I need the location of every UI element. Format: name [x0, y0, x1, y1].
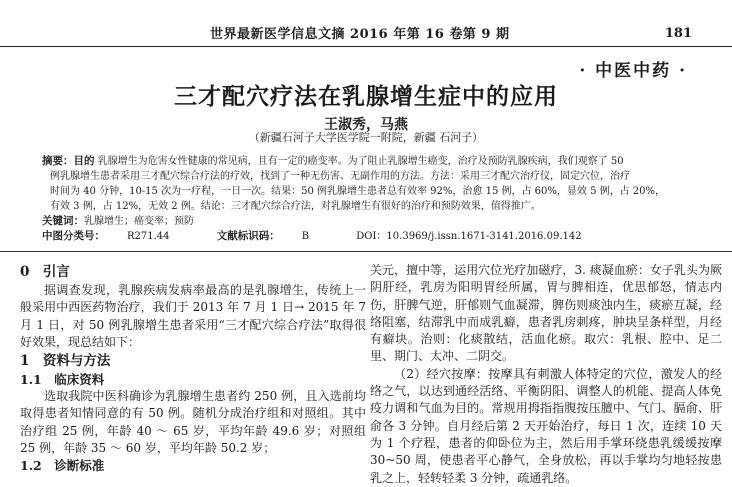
section-1-heading: 1 资料与方法: [20, 353, 111, 370]
abstract-label: 摘要：: [42, 155, 74, 167]
abstract-text-2: 例乳腺增生患者采用三才配穴综合疗法的疗效，找到了一种无伤害、无副作用的方法。方法：采用三才配穴治疗仪，固定穴位，治疗: [50, 171, 630, 182]
journal-issue-line: 世界最新医学信息文摘 2016 年第 16 卷第 9 期: [210, 27, 510, 42]
abstract-line: [42, 154, 697, 169]
right-paragraph-2: （2）经穴按摩：按摩具有刺激人体特定的穴位，激发人的经络之气，以达到通经活络、平衡阴阳、调整人的机能、提高人体免疫力调和气血为目的。常规用拇指指腹按压膻中、气门、膈俞、肝俞各 3 分钟。自月经后第 2 天开始治疗，每日 1 次，连续 10 天为 1 个疗程，患者的仰卧位为主，然后用手掌环绕患乳缓缓按摩 30~50 周，使患者平心静气，全身放松，再以手掌均匀地轻按患乳之上，轻转轻柔 3 分钟，疏通乳络。: [370, 366, 722, 485]
left-column: [20, 262, 366, 474]
page-number: 181: [664, 26, 692, 41]
clc-label: 中图分类号：: [42, 230, 105, 242]
section-0-paragraph: 据调查发现，乳腺疾病发病率最高的是乳腺增生，传统上一般采用中西医药物治疗，我们于 2013 年 7 月 1 日→ 2015 年 7 月 1 日，对 50 例乳腺增生患者采用“三才配穴综合疗法”取得很好效果，现总结如下：: [20, 283, 366, 349]
abstract-block: [42, 154, 697, 244]
section-0-heading: 0 引言: [20, 264, 70, 280]
running-header: [0, 0, 732, 47]
column-tag: · 中医中药 ·: [579, 61, 687, 81]
article-authors: 王淑秀，马燕: [324, 117, 408, 133]
classification-line: [42, 229, 697, 244]
clc-number: R271.44: [127, 231, 170, 242]
abstract-text-1: 乳腺增生为危害女性健康的常见病，且有一定的癌变率。为了阻止乳腺增生癌变，治疗及预防乳腺疾病，我们观察了 50: [97, 156, 624, 167]
subsection-1-1-heading: 1.1 临床资料: [20, 372, 105, 388]
keywords-text: 乳腺增生；癌变率；预防: [84, 216, 194, 227]
doc-code: B: [301, 231, 310, 242]
doc-code-label: 文献标识码：: [216, 230, 280, 242]
abstract-text-3: 时间为 40 分钟，10-15 次为一疗程，一日一次。结果：50 例乳腺增生患者总有效率 92%，治愈 15 例，占 60%，显效 5 例，占 20%，: [50, 186, 666, 197]
right-paragraph-1: 关元，擅中等，运用穴位光疗加磁疗，3. 痰凝血瘀：女子乳头为厥阴肝经，乳房为阳明胃经所属，胃与脾相连，优思郁怒，情志内伤，肝脾气逆，肝郁则气血凝滞，脾伤则痰浊内生，痰瘀互凝，经络阻塞，结滞乳中而成乳癖，患者乳房刺疼，肿块呈条样型，月经有癖块。治则：化痰散结，活血化瘀。取穴：乳根、腔中、足二里、期门、太冲、二阴交。: [370, 263, 722, 364]
abstract-text-4: 有效 3 例，占 12%，无效 2 例。结论：三才配穴综合疗法，对乳腺增生有很好的治疗和预防效果，值得推广。: [50, 201, 541, 212]
keywords-line: [42, 214, 697, 229]
abstract-divider: [0, 251, 732, 252]
purpose-label: 目的: [73, 155, 95, 167]
author-affiliation: （新疆石河子大学医学院一附院，新疆 石河子）: [248, 131, 484, 144]
subsection-1-2-heading: 1.2 诊断标准: [20, 458, 105, 474]
right-column: [370, 262, 722, 487]
article-title: 三才配穴疗法在乳腺增生症中的应用: [174, 83, 558, 110]
doi: DOI：10.3969/j.issn.1671-3141.2016.09.142: [356, 231, 582, 242]
keywords-label: 关键词：: [42, 215, 84, 227]
subsection-1-1-paragraph: 选取我院中医科确诊为乳腺增生患者约 250 例，且入选前均取得患者知情同意的有 50 例。随机分成治疗组和对照组。其中治疗组 25 例，年龄 40 ～ 65 岁，平均年龄 49.6 岁；对照组 25 例，年龄 35 ～ 60 岁，平均年龄 50.2 岁；: [20, 389, 366, 456]
